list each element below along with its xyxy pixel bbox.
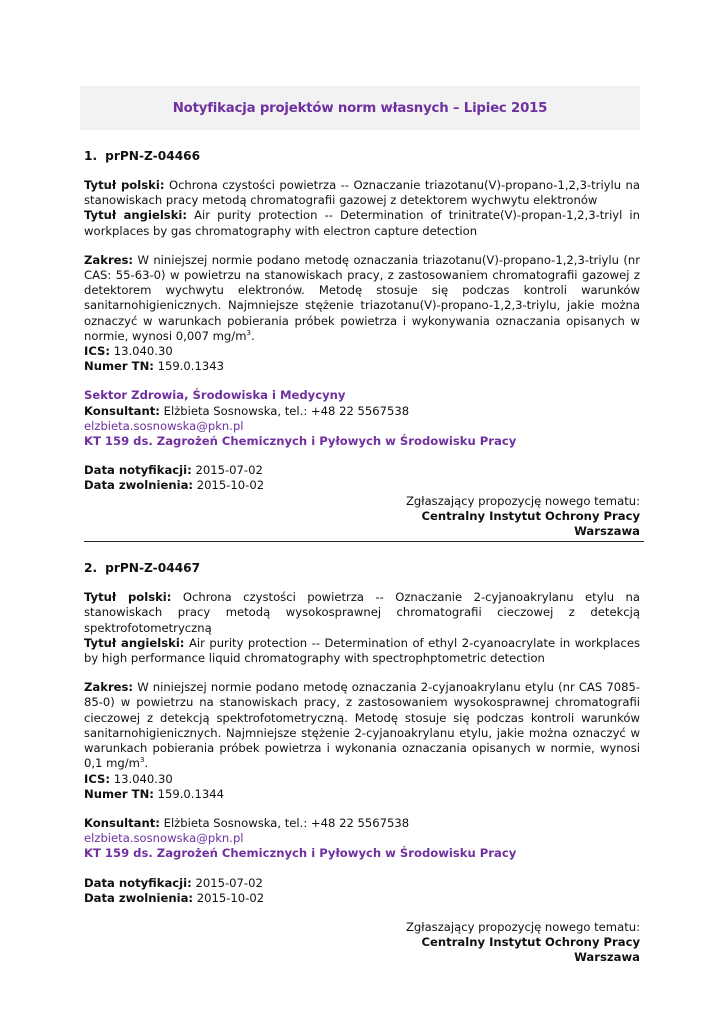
proposer-intro: Zgłaszający propozycję nowego tematu: bbox=[405, 919, 640, 934]
scope bbox=[84, 253, 640, 344]
ics-value: 13.040.30 bbox=[113, 771, 173, 786]
title-en bbox=[84, 636, 640, 666]
document-page bbox=[84, 86, 640, 966]
section-code: prPN-Z-04466 bbox=[105, 149, 201, 163]
scope bbox=[84, 680, 640, 771]
committee-name: KT 159 ds. Zagrożeń Chemicznych i Pyłowych w Środowisku Pracy bbox=[84, 434, 517, 449]
tn-value: 159.0.1344 bbox=[157, 786, 224, 801]
proposer-block bbox=[84, 494, 640, 540]
scope-end: . bbox=[144, 756, 149, 771]
tn-line bbox=[84, 787, 640, 802]
title-en-label: Tytuł angielski: bbox=[84, 208, 188, 223]
email-link[interactable]: elzbieta.sosnowska@pkn.pl bbox=[84, 831, 244, 846]
ics-label: ICS: bbox=[84, 344, 111, 359]
section-number: 1. bbox=[84, 149, 98, 163]
proposer-intro: Zgłaszający propozycję nowego tematu: bbox=[405, 493, 640, 508]
title-en-label: Tytuł angielski: bbox=[84, 635, 185, 650]
notification-section-2 bbox=[84, 561, 640, 965]
notification-section-1 bbox=[84, 149, 640, 542]
scope-label: Zakres: bbox=[84, 680, 134, 695]
notif-date-value: 2015-07-02 bbox=[195, 875, 263, 890]
title-en-value: Air purity protection -- Determination of trinitrate(V)-propan-1,2,3-triyl in workplaces by gas chromatography with electron capture detection bbox=[84, 208, 641, 238]
notif-date-value: 2015-07-02 bbox=[195, 463, 263, 478]
header-banner bbox=[80, 86, 640, 130]
release-date-value: 2015-10-02 bbox=[196, 890, 265, 905]
scope-value: W niniejszej normie podano metodę oznaczania 2-cyjanoakrylanu etylu (nr CAS 7085-85-0) w powietrzu na stanowiskach pracy, z zastosowaniem wysokosprawnej chromatografii cieczowej z detekcją spektrofotometryczną. Metodę stosuje się podczas kontroli warunków sanitarnohigienicznych. Najmniejsze stężenie 2-cyjanoakrylanu etylu, jakie można oznaczyć w warunkach pobierania próbek powietrza i wykonania oznaczania opisanych w normie, wynosi 0,1 mg/m bbox=[84, 680, 641, 771]
title-en-value: Air purity protection -- Determination of ethyl 2-cyanoacrylate in workplaces by high performance liquid chromatography with spectrophptometric detection bbox=[84, 635, 640, 666]
ics-line bbox=[84, 772, 640, 787]
release-date-label: Data zwolnienia: bbox=[84, 478, 194, 493]
scope-value: W niniejszej normie podano metodę oznaczania triazotanu(V)-propano-1,2,3-triylu (nr CAS: 55-63-0) w powietrzu na stanowiskach pracy, z zastosowaniem chromatografii gazowej z detektorem wychwytu elektronów. Metodę stosuje się podczas kontroli warunków sanitarnohigienicznych. Najmniejsze stężenie triazotanu(V)-propano-1,2,3-triylu, jakie można oznaczyć w warunkach pobierania próbek powietrza i wykonywania oznaczania opisanych w normie, wynosi 0,007 mg/m bbox=[84, 252, 641, 343]
release-date-value: 2015-10-02 bbox=[196, 478, 265, 493]
consultant-label: Konsultant: bbox=[84, 403, 160, 418]
section-divider bbox=[84, 541, 644, 542]
title-pl-label: Tytuł polski: bbox=[84, 178, 165, 192]
consultant-line bbox=[84, 404, 640, 419]
consultant-value: Elżbieta Sosnowska, tel.: +48 22 5567538 bbox=[163, 815, 410, 830]
email-link[interactable]: elzbieta.sosnowska@pkn.pl bbox=[84, 418, 244, 433]
release-date-line bbox=[84, 891, 640, 906]
consultant-line bbox=[84, 816, 640, 831]
section-heading bbox=[84, 561, 640, 575]
page-title: Notyfikacja projektów norm własnych – Lipiec 2015 bbox=[172, 100, 548, 116]
title-en bbox=[84, 208, 640, 238]
sector-name: Sektor Zdrowia, Środowiska i Medycyny bbox=[84, 388, 346, 403]
tn-value: 159.0.1343 bbox=[157, 359, 224, 374]
ics-label: ICS: bbox=[84, 771, 111, 786]
scope-superscript: 3 bbox=[139, 756, 145, 765]
title-pl bbox=[84, 590, 640, 636]
scope-label: Zakres: bbox=[84, 252, 134, 267]
consultant-label: Konsultant: bbox=[84, 815, 160, 830]
notif-date-line bbox=[84, 876, 640, 891]
notif-date-label: Data notyfikacji: bbox=[84, 875, 192, 890]
section-heading bbox=[84, 149, 640, 163]
section-code: prPN-Z-04467 bbox=[105, 561, 201, 576]
title-pl-value: Ochrona czystości powietrza -- Oznaczanie triazotanu(V)-propano-1,2,3-triylu na stanowiskach pracy metodą chromatografii gazowej z detektorem wychwytu elektronów bbox=[84, 178, 641, 208]
consultant-value: Elżbieta Sosnowska, tel.: +48 22 5567538 bbox=[163, 403, 410, 418]
release-date-label: Data zwolnienia: bbox=[84, 890, 194, 905]
proposer-city: Warszawa bbox=[574, 950, 640, 965]
scope-superscript: 3 bbox=[246, 328, 251, 337]
tn-line bbox=[84, 359, 640, 374]
release-date-line bbox=[84, 478, 640, 493]
tn-label: Numer TN: bbox=[84, 359, 154, 374]
section-number: 2. bbox=[84, 561, 98, 576]
committee-name: KT 159 ds. Zagrożeń Chemicznych i Pyłowych w Środowisku Pracy bbox=[84, 846, 517, 861]
scope-end: . bbox=[250, 328, 255, 343]
ics-value: 13.040.30 bbox=[113, 344, 173, 359]
title-pl-value: Ochrona czystości powietrza -- Oznaczanie 2-cyjanoakrylanu etylu na stanowiskach pracy metodą wysokosprawnej chromatografii cieczowej z detekcją spektrofotometryczną bbox=[84, 590, 640, 635]
ics-line bbox=[84, 344, 640, 359]
title-pl bbox=[84, 178, 640, 208]
proposer-city: Warszawa bbox=[574, 524, 640, 539]
notif-date-line bbox=[84, 463, 640, 478]
notif-date-label: Data notyfikacji: bbox=[84, 463, 192, 478]
proposer-name: Centralny Instytut Ochrony Pracy bbox=[421, 935, 640, 950]
title-pl-label: Tytuł polski: bbox=[84, 590, 172, 605]
proposer-block bbox=[84, 920, 640, 966]
proposer-name: Centralny Instytut Ochrony Pracy bbox=[421, 508, 640, 523]
tn-label: Numer TN: bbox=[84, 786, 154, 801]
